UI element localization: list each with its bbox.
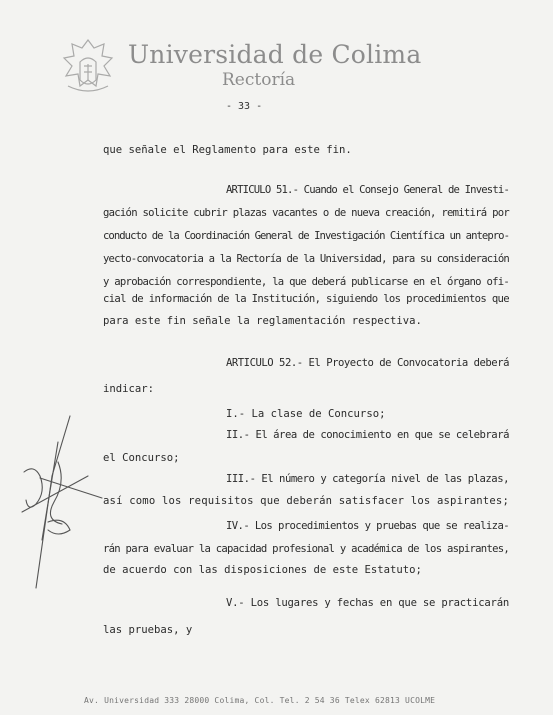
body-line: rán para evaluar la capacidad profesional y académica de los aspirantes,: [103, 543, 509, 555]
article-52-heading-line: ARTICULO 52.- El Proyecto de Convocatoria deberá: [226, 357, 509, 369]
list-item-iii: III.- El número y categoría nivel de las plazas,: [226, 473, 509, 485]
university-seal-icon: [58, 36, 118, 98]
list-item-v: V.- Los lugares y fechas en que se practicarán: [226, 597, 509, 609]
article-51-heading-line: ARTICULO 51.- Cuando el Consejo General de Investi-: [226, 184, 509, 196]
list-item-ii: II.- El área de conocimiento en que se celebrará: [226, 429, 509, 441]
body-line: que señale el Reglamento para este fin.: [103, 144, 352, 156]
body-line: el Concurso;: [103, 452, 180, 464]
body-line: gación solicite cubrir plazas vacantes o de nueva creación, remitirá por: [103, 207, 509, 219]
body-line: y aprobación correspondiente, la que deberá publicarse en el órgano ofi-: [103, 276, 509, 288]
body-line: conducto de la Coordinación General de Investigación Científica un antepro-: [103, 230, 509, 242]
body-line: las pruebas, y: [103, 624, 193, 636]
office-name: Rectoría: [222, 70, 296, 90]
body-line: indicar:: [103, 383, 155, 395]
body-line: cial de información de la Institución, siguiendo los procedimientos que: [103, 293, 509, 305]
handwritten-signature: [18, 412, 108, 590]
university-name: Universidad de Colima: [128, 40, 422, 69]
body-line: yecto-convocatoria a la Rectoría de la Universidad, para su consideración: [103, 253, 509, 265]
list-item-i: I.- La clase de Concurso;: [226, 408, 386, 420]
body-line: para este fin señale la reglamentación respectiva.: [103, 315, 422, 327]
body-line: así como los requisitos que deberán satisfacer los aspirantes;: [103, 495, 509, 507]
body-line: de acuerdo con las disposiciones de este Estatuto;: [103, 564, 422, 576]
list-item-iv: IV.- Los procedimientos y pruebas que se realiza-: [226, 520, 509, 532]
page-number: - 33 -: [226, 101, 263, 112]
footer-address: Av. Universidad 333 28000 Colima, Col. Tel. 2 54 36 Telex 62813 UCOLME: [84, 696, 436, 705]
